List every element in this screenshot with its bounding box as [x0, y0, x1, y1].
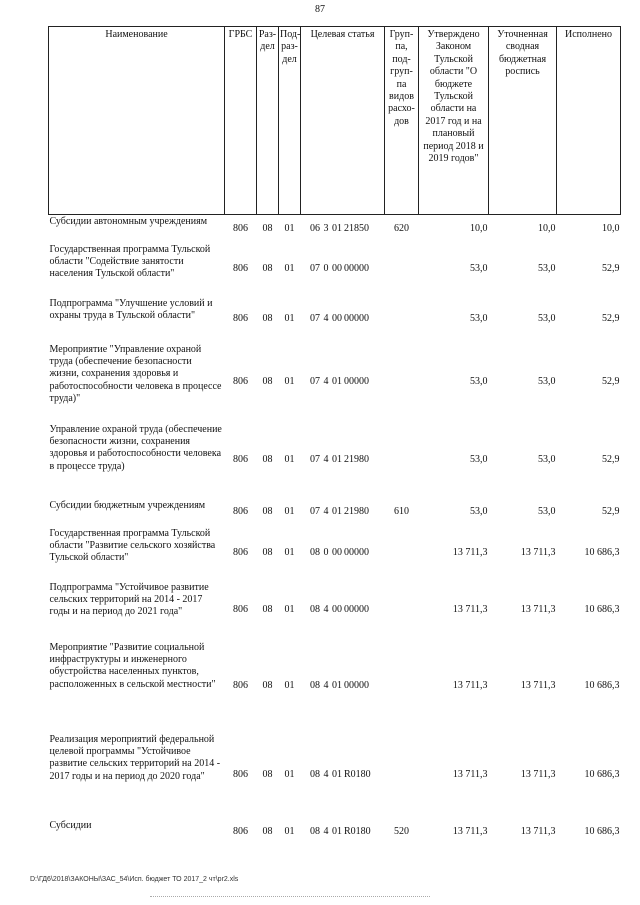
target-part: 00000 — [344, 547, 369, 559]
row-razdel: 08 — [262, 222, 273, 234]
row-grbs: 806 — [233, 454, 248, 466]
row-razdel: 08 — [262, 680, 273, 692]
row-target-article — [301, 343, 385, 423]
target-part: 07 — [310, 454, 320, 466]
row-approved: 13 711,3 — [452, 826, 488, 838]
row-podrazdel: 01 — [284, 313, 295, 325]
row-refined: 53,0 — [538, 313, 556, 325]
target-part: R0180 — [344, 769, 371, 781]
target-part: 3 — [323, 222, 329, 234]
row-podrazdel: 01 — [284, 506, 295, 518]
header-executed: Исполнено — [557, 27, 621, 215]
target-part: 00 — [332, 313, 342, 325]
footer-path: D:\ГД6\2018\ЗАКОНЫ\ЗАС_54\Исп. бюджет ТО 2017_2 чт\pr2.xls — [30, 876, 239, 883]
row-podrazdel: 01 — [284, 222, 295, 234]
header-refined: Уточненная сводная бюджетная роспись — [489, 27, 557, 215]
row-approved: 13 711,3 — [452, 680, 488, 692]
row-group — [385, 343, 419, 423]
target-part: 08 — [310, 547, 320, 559]
row-name: Субсидии бюджетным учреждениям — [49, 499, 206, 511]
row-executed: 52,9 — [602, 454, 620, 466]
table-header — [49, 27, 621, 215]
table-row — [49, 527, 621, 581]
target-part: 01 — [332, 680, 342, 692]
row-executed: 52,9 — [602, 263, 620, 275]
table-row — [49, 581, 621, 641]
row-razdel: 08 — [262, 506, 273, 518]
target-part: 4 — [323, 454, 329, 466]
row-razdel: 08 — [262, 263, 273, 275]
row-target-article — [301, 641, 385, 733]
target-part: 00000 — [344, 680, 369, 692]
row-target-article — [301, 243, 385, 297]
target-part: 01 — [332, 376, 342, 388]
row-executed: 10 686,3 — [584, 604, 620, 616]
row-grbs: 806 — [233, 313, 248, 325]
target-part: 4 — [323, 604, 329, 616]
table-row — [49, 499, 621, 527]
row-grbs: 806 — [233, 826, 248, 838]
target-part: 0 — [323, 547, 329, 559]
target-part: 21850 — [344, 222, 369, 234]
row-refined: 13 711,3 — [520, 604, 556, 616]
row-name: Государственная программа Тульской области "Развитие сельского хозяйства Тульской области" — [49, 527, 216, 564]
row-group: 620 — [394, 222, 409, 234]
target-part: 4 — [323, 680, 329, 692]
target-part: 01 — [332, 826, 342, 838]
row-target-article — [301, 581, 385, 641]
row-podrazdel: 01 — [284, 769, 295, 781]
row-grbs: 806 — [233, 376, 248, 388]
target-part: 00000 — [344, 313, 369, 325]
row-name: Реализация мероприятий федеральной целевой программы "Устойчивое развитие сельских территорий на 2014 - 2017 годы и на период до 2020 года" — [49, 733, 221, 782]
table-body — [49, 215, 621, 847]
target-part: 07 — [310, 263, 320, 275]
row-approved: 13 711,3 — [452, 769, 488, 781]
row-executed: 10 686,3 — [584, 547, 620, 559]
target-part: 01 — [332, 506, 342, 518]
target-part: 4 — [323, 376, 329, 388]
row-name: Субсидии автономным учреждениям — [49, 216, 208, 227]
target-part: 01 — [332, 222, 342, 234]
row-target-article — [301, 733, 385, 819]
target-part: 07 — [310, 376, 320, 388]
row-grbs: 806 — [233, 769, 248, 781]
target-part: 01 — [332, 769, 342, 781]
page-number: 87 — [315, 4, 325, 15]
row-executed: 52,9 — [602, 376, 620, 388]
table-row — [49, 243, 621, 297]
row-razdel: 08 — [262, 454, 273, 466]
table-row — [49, 819, 621, 847]
target-part: 21980 — [344, 454, 369, 466]
row-name: Субсидии — [49, 819, 92, 831]
row-target-article — [301, 527, 385, 581]
target-part: 00 — [332, 547, 342, 559]
row-executed: 10,0 — [602, 222, 620, 234]
row-group: 610 — [394, 506, 409, 518]
row-grbs: 806 — [233, 547, 248, 559]
header-group: Груп-па, под-груп-па видов расхо-дов — [385, 27, 419, 215]
header-podrazdel: Под-раз-дел — [279, 27, 301, 215]
target-part: 00 — [332, 263, 342, 275]
row-podrazdel: 01 — [284, 547, 295, 559]
row-approved: 53,0 — [470, 313, 488, 325]
row-razdel: 08 — [262, 313, 273, 325]
scan-artifact — [150, 896, 430, 898]
target-part: 08 — [310, 604, 320, 616]
row-approved: 53,0 — [470, 376, 488, 388]
row-group — [385, 733, 419, 819]
row-executed: 52,9 — [602, 313, 620, 325]
row-target-article — [301, 423, 385, 499]
row-razdel: 08 — [262, 604, 273, 616]
row-podrazdel: 01 — [284, 604, 295, 616]
row-target-article — [301, 819, 385, 847]
target-part: 4 — [323, 506, 329, 518]
row-refined: 13 711,3 — [520, 547, 556, 559]
table-row — [49, 343, 621, 423]
table-row — [49, 641, 621, 733]
table-row — [49, 733, 621, 819]
row-approved: 53,0 — [470, 263, 488, 275]
row-razdel: 08 — [262, 376, 273, 388]
header-target: Целевая статья — [301, 27, 385, 215]
row-name: Мероприятие "Управление охраной труда (обеспечение безопасности жизни, сохранения здоровья и работоспособности человека в процессе труда)" — [49, 343, 222, 405]
row-approved: 53,0 — [470, 454, 488, 466]
row-refined: 53,0 — [538, 263, 556, 275]
target-part: 00000 — [344, 604, 369, 616]
target-part: 4 — [323, 769, 329, 781]
row-approved: 13 711,3 — [452, 604, 488, 616]
target-part: 00000 — [344, 263, 369, 275]
table-row — [49, 423, 621, 499]
target-part: 0 — [323, 263, 329, 275]
header-razdel: Раз-дел — [257, 27, 279, 215]
row-podrazdel: 01 — [284, 680, 295, 692]
target-part: 08 — [310, 826, 320, 838]
row-podrazdel: 01 — [284, 263, 295, 275]
target-part: 01 — [332, 454, 342, 466]
row-grbs: 806 — [233, 506, 248, 518]
row-name: Подпрограмма "Устойчивое развитие сельских территорий на 2014 - 2017 годы и на период до 2021 года" — [49, 581, 209, 618]
row-group — [385, 243, 419, 297]
table-row — [49, 297, 621, 343]
row-approved: 10,0 — [470, 222, 488, 234]
row-target-article — [301, 297, 385, 343]
row-name: Государственная программа Тульской области "Содействие занятости населения Тульской области" — [49, 243, 211, 280]
row-approved: 13 711,3 — [452, 547, 488, 559]
row-refined: 10,0 — [538, 222, 556, 234]
row-grbs: 806 — [233, 680, 248, 692]
row-refined: 13 711,3 — [520, 680, 556, 692]
target-part: 06 — [310, 222, 320, 234]
row-podrazdel: 01 — [284, 376, 295, 388]
row-name: Мероприятие "Развитие социальной инфраструктуры и инженерного обустройства населенных пунктов, расположенных в сельской местности" — [49, 641, 216, 690]
row-group — [385, 581, 419, 641]
target-part: R0180 — [344, 826, 371, 838]
row-razdel: 08 — [262, 826, 273, 838]
target-part: 00 — [332, 604, 342, 616]
row-refined: 13 711,3 — [520, 769, 556, 781]
row-podrazdel: 01 — [284, 826, 295, 838]
target-part: 21980 — [344, 506, 369, 518]
row-name: Управление охраной труда (обеспечение безопасности жизни, сохранения здоровья и работоспособности человека в процессе труда) — [49, 423, 222, 472]
target-part: 00000 — [344, 376, 369, 388]
target-part: 08 — [310, 769, 320, 781]
row-razdel: 08 — [262, 547, 273, 559]
row-group — [385, 423, 419, 499]
row-group — [385, 527, 419, 581]
row-grbs: 806 — [233, 604, 248, 616]
budget-table — [48, 26, 621, 847]
row-executed: 10 686,3 — [584, 769, 620, 781]
row-name: Подпрограмма "Улучшение условий и охраны труда в Тульской области" — [49, 297, 213, 321]
row-executed: 10 686,3 — [584, 826, 620, 838]
target-part: 4 — [323, 826, 329, 838]
row-razdel: 08 — [262, 769, 273, 781]
target-part: 4 — [323, 313, 329, 325]
row-group — [385, 297, 419, 343]
row-group: 520 — [394, 826, 409, 838]
header-approved: Утверждено Законом Тульской области "О бюджете Тульской области на 2017 год и на плановый период 2018 и 2019 годов" — [419, 27, 489, 215]
target-part: 07 — [310, 506, 320, 518]
row-refined: 13 711,3 — [520, 826, 556, 838]
row-target-article — [301, 499, 385, 527]
row-podrazdel: 01 — [284, 454, 295, 466]
row-executed: 10 686,3 — [584, 680, 620, 692]
row-refined: 53,0 — [538, 376, 556, 388]
row-approved: 53,0 — [470, 506, 488, 518]
row-executed: 52,9 — [602, 506, 620, 518]
row-refined: 53,0 — [538, 506, 556, 518]
row-group — [385, 641, 419, 733]
header-name: Наименование — [49, 27, 225, 215]
header-grbs: ГРБС — [225, 27, 257, 215]
row-grbs: 806 — [233, 222, 248, 234]
row-target-article — [301, 215, 385, 243]
table-row — [49, 215, 621, 243]
row-refined: 53,0 — [538, 454, 556, 466]
row-grbs: 806 — [233, 263, 248, 275]
target-part: 07 — [310, 313, 320, 325]
target-part: 08 — [310, 680, 320, 692]
